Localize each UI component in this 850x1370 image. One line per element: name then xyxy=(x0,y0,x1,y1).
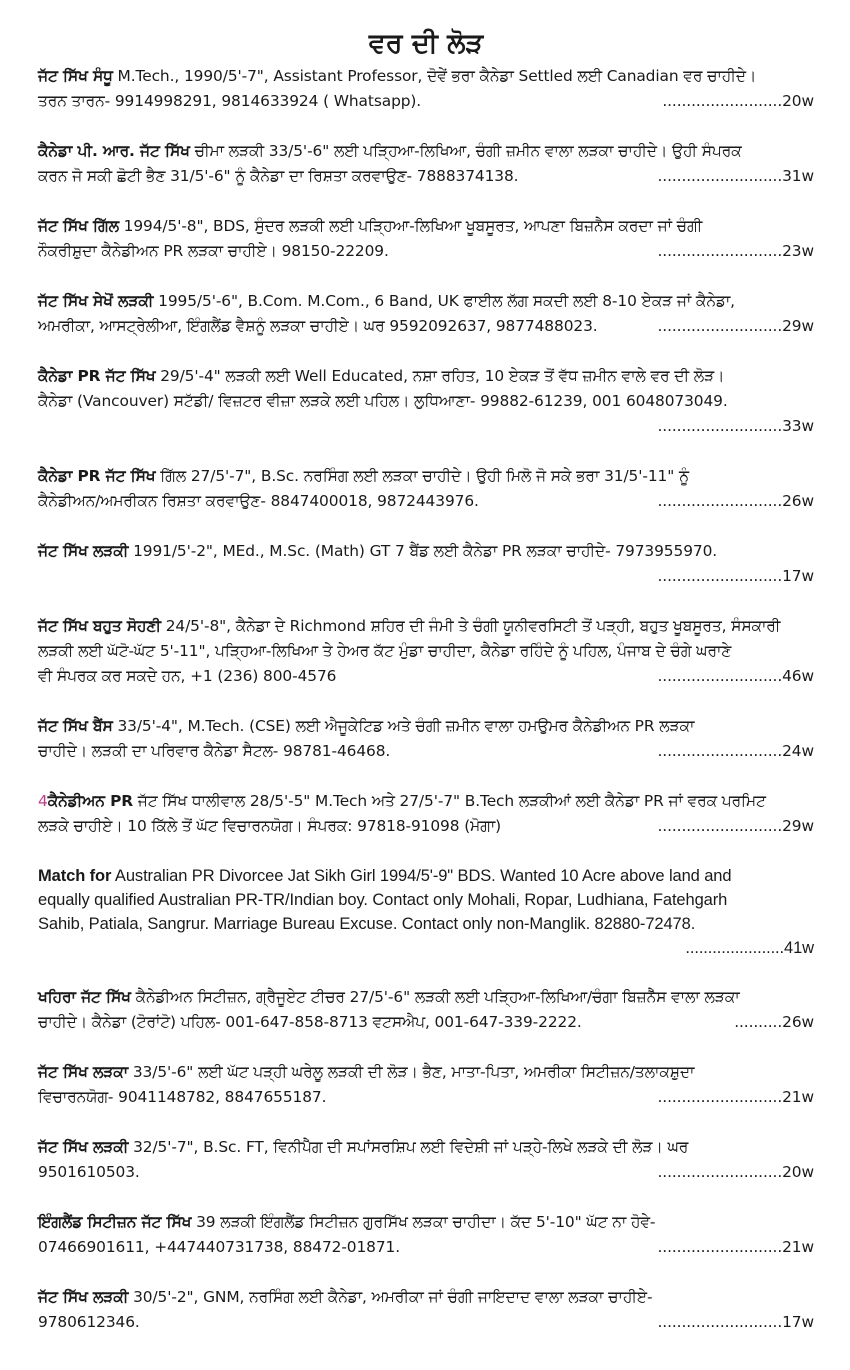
ad-line xyxy=(38,64,814,89)
ad-listing xyxy=(38,539,814,589)
ad-lead: ਕੈਨੇਡਾ PR ਜੱਟ ਸਿੱਖ xyxy=(38,367,156,385)
ad-listing xyxy=(38,1060,814,1110)
ad-code: ..........................33w xyxy=(657,417,814,435)
ad-listing xyxy=(38,364,814,439)
ad-lead: ਜੱਟ ਸਿੱਖ ਬਹੁਤ ਸੋਹਣੀ xyxy=(38,617,161,635)
ad-text: 1994/5'-8", BDS, ਸੁੰਦਰ ਲੜਕੀ ਲਈ ਪੜ੍ਹਿਆ-ਲਿਖਿਆ ਖੂਬਸੂਰਤ, ਆਪਣਾ ਬਿਜ਼ਨੈਸ ਕਰਦਾ ਜਾਂ ਚੰਗੀ xyxy=(118,217,703,235)
ad-line xyxy=(38,985,814,1010)
ad-lead: ਜੱਟ ਸਿੱਖ ਲੜਕੀ xyxy=(38,1138,129,1156)
ad-text: 1995/5'-6", B.Com. M.Com., 6 Band, UK ਫਾਈਲ ਲੱਗ ਸਕਦੀ ਲਈ 8-10 ਏਕੜ ਜਾਂ ਕੈਨੇਡਾ, xyxy=(153,292,735,310)
ad-code: ..........................24w xyxy=(657,742,814,760)
ad-line xyxy=(38,864,814,888)
ad-text: 32/5'-7", B.Sc. FT, ਵਿਨੀਪੈੱਗ ਦੀ ਸਪਾਂਸਰਸ਼ਿਪ ਲਈ ਵਿਦੇਸ਼ੀ ਜਾਂ ਪੜ੍ਹੇ-ਲਿਖੇ ਲੜਕੇ ਦੀ ਲੋੜ। ਘਰ xyxy=(128,1138,689,1156)
ad-line xyxy=(38,614,814,639)
ad-text: 9501610503. xyxy=(38,1163,140,1181)
ad-lead: ਖਹਿਰਾ ਜੱਟ ਸਿੱਖ xyxy=(38,988,131,1006)
ad-listing xyxy=(38,714,814,764)
ad-text: 33/5'-4", M.Tech. (CSE) ਲਈ ਐਜੂਕੇਟਿਡ ਅਤੇ ਚੰਗੀ ਜ਼ਮੀਨ ਵਾਲਾ ਹਮਉਮਰ ਕੈਨੇਡੀਅਨ PR ਲੜਕਾ xyxy=(112,717,695,735)
ad-last-line xyxy=(38,1085,814,1110)
ad-text: ਕਰਨ ਜੋ ਸਕੀ ਛੋਟੀ ਭੈਣ 31/5'-6" ਨੂੰ ਕੈਨੇਡਾ ਦਾ ਰਿਸ਼ਤਾ ਕਰਵਾਉਣ- 7888374138. xyxy=(38,167,519,185)
ad-text: ਨੌਕਰੀਸ਼ੁਦਾ ਕੈਨੇਡੀਅਨ PR ਲੜਕਾ ਚਾਹੀਏ। 98150-22209. xyxy=(38,242,389,260)
ad-listing xyxy=(38,464,814,514)
ad-line xyxy=(38,1210,814,1235)
ad-text: ਚਾਹੀਦੇ। ਕੈਨੇਡਾ (ਟੋਰਾਂਟੋ) ਪਹਿਲ- 001-647-858-8713 ਵਟਸਐਪ, 001-647-339-2222. xyxy=(38,1013,582,1031)
ad-lead: ਜੱਟ ਸਿੱਖ ਸੇਖੋਂ ਲੜਕੀ xyxy=(38,292,154,310)
ad-line xyxy=(38,464,814,489)
ad-text: 07466901611, +447440731738, 88472-01871. xyxy=(38,1238,401,1256)
ad-listing xyxy=(38,864,814,960)
ad-text: ਅਮਰੀਕਾ, ਆਸਟ੍ਰੇਲੀਆ, ਇੰਗਲੈਂਡ ਵੈਸ਼ਨੂੰ ਲੜਕਾ ਚਾਹੀਏ। ਘਰ 9592092637, 9877488023. xyxy=(38,317,598,335)
ad-line xyxy=(38,539,814,564)
ad-line: equally qualified Australian PR-TR/Indian boy. Contact only Mohali, Ropar, Ludhiana, Fatehgarh xyxy=(38,891,728,909)
ad-lead: ਕੈਨੇਡਾ PR ਜੱਟ ਸਿੱਖ xyxy=(38,467,156,485)
ad-last-line xyxy=(38,314,814,339)
ad-line xyxy=(38,214,814,239)
ad-line xyxy=(38,289,814,314)
ad-line xyxy=(38,364,814,389)
ad-code: ..........................17w xyxy=(657,1313,814,1331)
ad-line: ਲੜਕੀ ਲਈ ਘੱਟੋ-ਘੱਟ 5'-11", ਪੜ੍ਹਿਆ-ਲਿਖਿਆ ਤੇ ਹੇਅਰ ਕੱਟ ਮੁੰਡਾ ਚਾਹੀਦਾ, ਕੈਨੇਡਾ ਰਹਿੰਦੇ ਨੂੰ ਪਹਿਲ, ਪੰਜਾਬ ਦੇ ਚੰਗੇ ਘਰਾਣੇ xyxy=(38,642,732,660)
ad-last-line xyxy=(38,239,814,264)
ad-listing xyxy=(38,1135,814,1185)
ad-text: Australian PR Divorcee Jat Sikh Girl 1994/5'-9" BDS. Wanted 10 Acre above land and xyxy=(111,867,732,885)
ad-lead: ਜੱਟ ਸਿੱਖ ਗਿੱਲ xyxy=(38,217,119,235)
ad-listing xyxy=(38,214,814,264)
ad-text: ਲੜਕੇ ਚਾਹੀਏ। 10 ਕਿੱਲੇ ਤੋਂ ਘੱਟ ਵਿਚਾਰਨਯੋਗ। ਸੰਪਰਕ: 97818-91098 (ਮੋਗਾ) xyxy=(38,817,502,835)
ad-last-line xyxy=(38,1235,814,1260)
ad-text: 24/5'-8", ਕੈਨੇਡਾ ਦੇ Richmond ਸ਼ਹਿਰ ਦੀ ਜੰਮੀ ਤੇ ਚੰਗੀ ਯੂਨੀਵਰਸਿਟੀ ਤੋਂ ਪੜ੍ਹੀ, ਬਹੁਤ ਖੂਬਸੂਰਤ, ਸੰਸਕਾਰੀ xyxy=(160,617,781,635)
ad-text: M.Tech., 1990/5'-7", Assistant Professor, ਦੋਵੇਂ ਭਰਾ ਕੈਨੇਡਾ Settled ਲਈ Canadian ਵਰ ਚਾਹੀਦੇ। xyxy=(112,67,757,85)
ad-text: 29/5'-4" ਲੜਕੀ ਲਈ Well Educated, ਨਸ਼ਾ ਰਹਿਤ, 10 ਏਕੜ ਤੋਂ ਵੱਧ ਜ਼ਮੀਨ ਵਾਲੇ ਵਰ ਦੀ ਲੋੜ। xyxy=(155,367,725,385)
ad-line xyxy=(38,139,814,164)
ad-listing xyxy=(38,64,814,114)
ad-last-line xyxy=(38,739,814,764)
ad-line: Sahib, Patiala, Sangrur. Marriage Bureau Excuse. Contact only non-Manglik. 82880-72478. xyxy=(38,915,696,933)
ad-number: 4 xyxy=(38,792,48,810)
ad-last-line xyxy=(38,164,814,189)
ad-line xyxy=(38,714,814,739)
ad-line xyxy=(38,789,814,814)
ads-list xyxy=(38,64,814,1335)
ad-lead: ਜੱਟ ਸਿੱਖ ਲੜਕਾ xyxy=(38,1063,129,1081)
ad-listing xyxy=(38,985,814,1035)
ad-last-line xyxy=(38,814,814,839)
ad-lead: ਜੱਟ ਸਿੱਖ ਲੜਕੀ xyxy=(38,542,129,560)
ad-lead: ਇੰਗਲੈਂਡ ਸਿਟੀਜ਼ਨ ਜੱਟ ਸਿੱਖ xyxy=(38,1213,192,1231)
ad-code: ..........................17w xyxy=(657,567,814,585)
ad-code: ..........................20w xyxy=(657,1163,814,1181)
ad-listing xyxy=(38,614,814,689)
ad-line xyxy=(38,1285,814,1310)
ad-lead: Match for xyxy=(38,867,112,885)
ad-lead: ਜੱਟ ਸਿੱਖ ਬੈਂਸ xyxy=(38,717,113,735)
ad-code: ......................41w xyxy=(685,939,814,957)
ad-lead: ਜੱਟ ਸਿੱਖ ਸੰਧੂ xyxy=(38,67,113,85)
ad-text: 9780612346. xyxy=(38,1313,140,1331)
ad-code: ..........................23w xyxy=(657,242,814,260)
ad-line xyxy=(38,1135,814,1160)
ad-line xyxy=(38,1060,814,1085)
ad-code: ..........26w xyxy=(734,1013,814,1031)
ad-text: ਗਿੱਲ 27/5'-7", B.Sc. ਨਰਸਿੰਗ ਲਈ ਲੜਕਾ ਚਾਹੀਦੇ। ਉਹੀ ਮਿਲੋ ਜੋ ਸਕੇ ਭਰਾ 31/5'-11" ਨੂੰ xyxy=(155,467,689,485)
ad-last-line xyxy=(38,1310,814,1335)
ad-code: ..........................46w xyxy=(657,667,814,685)
ad-lead: ਜੱਟ ਸਿੱਖ ਲੜਕੀ xyxy=(38,1288,129,1306)
ad-code: .........................20w xyxy=(662,92,814,110)
ad-line: ਕੈਨੇਡਾ (Vancouver) ਸਟੱਡੀ/ ਵਿਜ਼ਟਰ ਵੀਜ਼ਾ ਲੜਕੇ ਲਈ ਪਹਿਲ। ਲੁਧਿਆਣਾ- 99882-61239, 001 6048073049. xyxy=(38,392,728,410)
ad-listing xyxy=(38,1285,814,1335)
ad-last-line xyxy=(38,489,814,514)
ad-text: ਚੀਮਾ ਲੜਕੀ 33/5'-6" ਲਈ ਪੜ੍ਹਿਆ-ਲਿਖਿਆ, ਚੰਗੀ ਜ਼ਮੀਨ ਵਾਲਾ ਲੜਕਾ ਚਾਹੀਦੇ। ਉਹੀ ਸੰਪਰਕ xyxy=(189,142,742,160)
ad-lead: ਕੈਨੇਡੀਅਨ PR xyxy=(47,792,133,810)
ad-text: ਜੱਟ ਸਿੱਖ ਧਾਲੀਵਾਲ 28/5'-5" M.Tech ਅਤੇ 27/5'-7" B.Tech ਲੜਕੀਆਂ ਲਈ ਕੈਨੇਡਾ PR ਜਾਂ ਵਰਕ ਪਰਮਿਟ xyxy=(133,792,766,810)
ad-last-line xyxy=(38,1160,814,1185)
ad-text: ਵੀ ਸੰਪਰਕ ਕਰ ਸਕਦੇ ਹਨ, +1 (236) 800-4576 xyxy=(38,667,337,685)
ad-text: ਵਿਚਾਰਨਯੋਗ- 9041148782, 8847655187. xyxy=(38,1088,327,1106)
ad-last-line xyxy=(38,1010,814,1035)
ad-text: 30/5'-2", GNM, ਨਰਸਿੰਗ ਲਈ ਕੈਨੇਡਾ, ਅਮਰੀਕਾ ਜਾਂ ਚੰਗੀ ਜਾਇਦਾਦ ਵਾਲਾ ਲੜਕਾ ਚਾਹੀਏ- xyxy=(128,1288,653,1306)
ad-code: ..........................21w xyxy=(657,1088,814,1106)
ad-listing xyxy=(38,289,814,339)
ad-last-line xyxy=(38,89,814,114)
ad-text: 39 ਲੜਕੀ ਇੰਗਲੈਂਡ ਸਿਟੀਜ਼ਨ ਗੁਰਸਿੱਖ ਲੜਕਾ ਚਾਹੀਦਾ। ਕੱਦ 5'-10" ਘੱਟ ਨਾ ਹੋਵੇ- xyxy=(191,1213,656,1231)
ad-listing xyxy=(38,1210,814,1260)
page-title: ਵਰ ਦੀ ਲੋੜ xyxy=(368,28,484,59)
ad-listing xyxy=(38,789,814,839)
ad-code: ..........................26w xyxy=(657,492,814,510)
ad-text: ਕੈਨੇਡੀਅਨ/ਅਮਰੀਕਨ ਰਿਸ਼ਤਾ ਕਰਵਾਉਣ- 8847400018, 9872443976. xyxy=(38,492,479,510)
ad-last-line xyxy=(38,664,814,689)
ad-code: ..........................21w xyxy=(657,1238,814,1256)
ad-listing xyxy=(38,139,814,189)
ad-text: ਚਾਹੀਦੇ। ਲੜਕੀ ਦਾ ਪਰਿਵਾਰ ਕੈਨੇਡਾ ਸੈਟਲ- 98781-46468. xyxy=(38,742,391,760)
ad-text: ਕੈਨੇਡੀਅਨ ਸਿਟੀਜ਼ਨ, ਗ੍ਰੈਜੂਏਟ ਟੀਚਰ 27/5'-6" ਲੜਕੀ ਲਈ ਪੜ੍ਹਿਆ-ਲਿਖਿਆ/ਚੰਗਾ ਬਿਜ਼ਨੈੱਸ ਵਾਲਾ ਲੜਕਾ xyxy=(130,988,740,1006)
ad-lead: ਕੈਨੇਡਾ ਪੀ. ਆਰ. ਜੱਟ ਸਿੱਖ xyxy=(38,142,190,160)
ad-text: ਤਰਨ ਤਾਰਨ- 9914998291, 9814633924 ( Whatsapp). xyxy=(38,92,422,110)
ad-code: ..........................31w xyxy=(657,167,814,185)
ad-code: ..........................29w xyxy=(657,817,814,835)
ad-code: ..........................29w xyxy=(657,317,814,335)
ad-text: 33/5'-6" ਲਈ ਘੱਟ ਪੜ੍ਹੀ ਘਰੇਲੂ ਲੜਕੀ ਦੀ ਲੋੜ। ਭੈਣ, ਮਾਤਾ-ਪਿਤਾ, ਅਮਰੀਕਾ ਸਿਟੀਜ਼ਨ/ਤਲਾਕਸ਼ੁਦਾ xyxy=(128,1063,695,1081)
ad-text: 1991/5'-2", MEd., M.Sc. (Math) GT 7 ਬੈਂਡ ਲਈ ਕੈਨੇਡਾ PR ਲੜਕਾ ਚਾਹੀਦੇ- 7973955970. xyxy=(128,542,718,560)
